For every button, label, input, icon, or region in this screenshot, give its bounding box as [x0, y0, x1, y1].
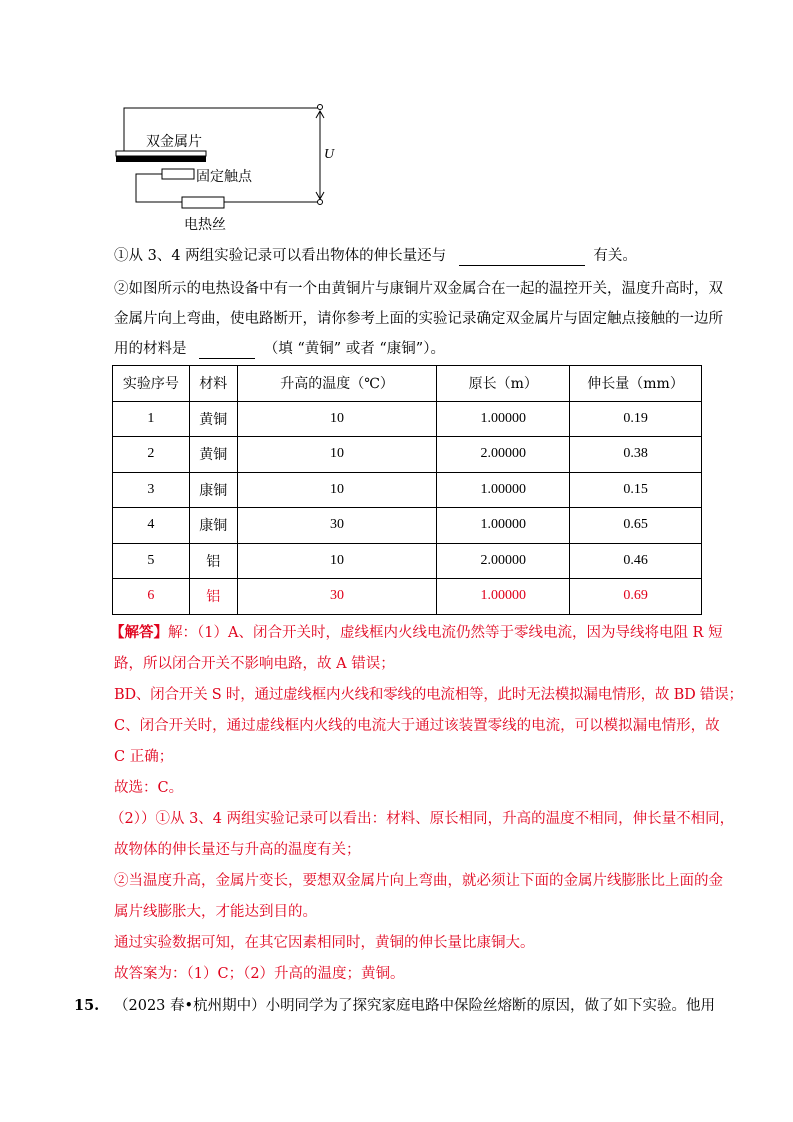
cell-temperature: 30 [237, 579, 437, 615]
cell-index: 4 [113, 508, 190, 544]
cell-temperature: 10 [237, 472, 437, 508]
answer-line-3: BD、闭合开关 S 时，通过虚线框内火线和零线的电流相等，此时无法模拟漏电情形，故 BD 错误； [114, 687, 743, 703]
answer-line-9: ②当温度升高，金属片变长，要想双金属片向上弯曲，就必须让下面的金属片线膨胀比上面的金 [114, 873, 723, 889]
cell-material: 康铜 [189, 508, 237, 544]
answer-line-8: 故物体的伸长量还与升高的温度有关； [114, 842, 361, 858]
question-2-line-2: 金属片向上弯曲，使电路断开，请你参考上面的实验记录确定双金属片与固定触点接触的一边所 [114, 311, 723, 327]
answer-line-6: 故选：C。 [114, 780, 184, 796]
terminal-bottom [318, 200, 323, 205]
question-2-prefix: 用的材料是 [114, 341, 187, 357]
cell-index: 2 [113, 437, 190, 473]
circuit-diagram [110, 100, 340, 240]
cell-elongation: 0.15 [570, 472, 702, 508]
cell-temperature: 10 [237, 543, 437, 579]
answer-blank-1 [459, 249, 585, 266]
heater-label: 电热丝 [184, 217, 226, 233]
cell-elongation: 0.38 [570, 437, 702, 473]
answer-line-10: 属片线膨胀大，才能达到目的。 [114, 904, 317, 920]
question-2-line-3 [114, 339, 445, 359]
cell-material: 黄铜 [189, 401, 237, 437]
answer-line-11: 通过实验数据可知，在其它因素相同时，黄铜的伸长量比康铜大。 [114, 935, 535, 951]
cell-length: 1.00000 [437, 508, 570, 544]
bimetal-bottom-layer [116, 156, 206, 162]
cell-length: 1.00000 [437, 472, 570, 508]
cell-index: 5 [113, 543, 190, 579]
answer-line-2: 路，所以闭合开关不影响电路，故 A 错误； [114, 656, 395, 672]
question-1 [114, 246, 637, 266]
answer-line-5: C 正确； [114, 749, 174, 765]
question-2-line-1: ②如图所示的电热设备中有一个由黄铜片与康铜片双金属合在一起的温控开关，温度升高时，双 [114, 281, 723, 297]
cell-elongation: 0.19 [570, 401, 702, 437]
header-temperature: 升高的温度（℃） [237, 366, 437, 402]
cell-elongation: 0.65 [570, 508, 702, 544]
cell-elongation: 0.46 [570, 543, 702, 579]
header-length: 原长（m） [437, 366, 570, 402]
answer-line-1 [110, 623, 723, 643]
next-question [74, 996, 715, 1016]
answer-text-1: 解：（1）A、闭合开关时，虚线框内火线电流仍然等于零线电流，因为导线将电阻 R 短 [168, 625, 723, 641]
contact-label: 固定触点 [196, 169, 252, 185]
table-row [113, 508, 702, 544]
cell-index: 3 [113, 472, 190, 508]
header-index: 实验序号 [113, 366, 190, 402]
cell-material: 铝 [189, 579, 237, 615]
cell-elongation: 0.69 [570, 579, 702, 615]
cell-length: 2.00000 [437, 543, 570, 579]
cell-length: 1.00000 [437, 579, 570, 615]
cell-material: 铝 [189, 543, 237, 579]
experiment-table [112, 365, 702, 615]
cell-index: 1 [113, 401, 190, 437]
bimetal-label: 双金属片 [146, 134, 202, 150]
answer-line-4: C、闭合开关时，通过虚线框内火线的电流大于通过该装置零线的电流，可以模拟漏电情形，故 [114, 718, 720, 734]
answer-tag: 【解答】 [110, 624, 168, 641]
answer-line-7: （2））①从 3、4 两组实验记录可以看出：材料、原长相同，升高的温度不相同，伸长量不相同， [110, 811, 735, 827]
question-1-prefix: ①从 3、4 两组实验记录可以看出物体的伸长量还与 [114, 248, 447, 264]
fixed-contact [162, 169, 194, 179]
cell-material: 黄铜 [189, 437, 237, 473]
table-row [113, 543, 702, 579]
terminal-top [318, 105, 323, 110]
table-row [113, 401, 702, 437]
table-header-row [113, 366, 702, 402]
cell-length: 2.00000 [437, 437, 570, 473]
header-elongation: 伸长量（mm） [570, 366, 702, 402]
voltage-label: U [324, 147, 335, 162]
next-question-text: （2023 春•杭州期中）小明同学为了探究家庭电路中保险丝熔断的原因，做了如下实验。他用 [114, 998, 716, 1014]
cell-material: 康铜 [189, 472, 237, 508]
cell-temperature: 10 [237, 401, 437, 437]
question-2-suffix: （填 “黄铜” 或者 “康铜”）。 [263, 341, 445, 357]
answer-line-12: 故答案为：（1）C；（2）升高的温度；黄铜。 [114, 966, 405, 982]
heater-resistor [182, 197, 224, 208]
table-row-highlighted [113, 579, 702, 615]
cell-temperature: 30 [237, 508, 437, 544]
question-number: 15. [74, 997, 100, 1014]
table-row [113, 437, 702, 473]
cell-temperature: 10 [237, 437, 437, 473]
answer-blank-2 [199, 342, 255, 359]
cell-index: 6 [113, 579, 190, 615]
question-1-suffix: 有关。 [593, 248, 637, 264]
table-row [113, 472, 702, 508]
header-material: 材料 [189, 366, 237, 402]
cell-length: 1.00000 [437, 401, 570, 437]
bimetal-top-layer [116, 151, 206, 156]
